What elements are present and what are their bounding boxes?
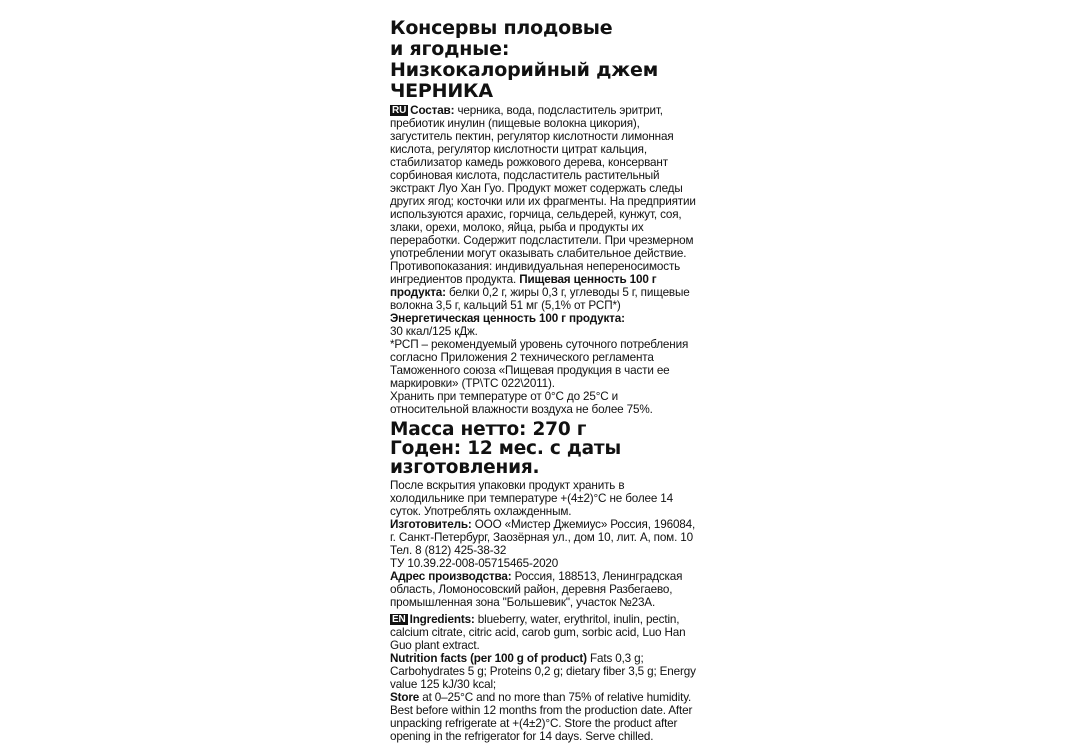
en-nutrition-text: Fats 0,3 g; Carbohydrates 5 g; Proteins 0,2 g; dietary fiber 3,5 g; Energy value 125 kJ/30 kcal; — [390, 652, 696, 691]
title-line: и ягодные: — [390, 38, 510, 60]
en-store-label: Store — [390, 691, 420, 704]
title-line: ЧЕРНИКА — [390, 80, 493, 102]
energy-text: 30 ккал/125 кДж. — [390, 325, 478, 338]
shelf-life: Годен: 12 мес. с даты изготовления. — [390, 438, 621, 478]
en-store-text: at 0–25°С and no more than 75% of relative humidity. Best before within 12 months from the production date. After unpacking refrigerate at +(4±2)°С. Store the product after opening in the refrigerator for 14 days. Serve chilled. — [390, 691, 693, 743]
storage-conditions: Хранить при температуре от 0°С до 25°С и относительной влажности воздуха не более 75%. — [390, 390, 653, 416]
manufacturer-text: ООО «Мистер Джемиус» Россия, 196084, г. Санкт-Петербург, Заозёрная ул., дом 10, лит. А, пом. 10 Тел. 8 (812) 425-38-32 — [390, 518, 696, 557]
production-text: Россия, 188513, Ленинградская область, Ломоносовский район, деревня Разбегаево, промышленная зона "Большевик", участок №23А. — [390, 570, 683, 609]
tu-code: ТУ 10.39.22-008-05715465-2020 — [390, 557, 559, 570]
en-tag: EN — [392, 614, 406, 625]
en-storage — [390, 691, 696, 743]
product-title — [390, 18, 696, 102]
ru-composition — [390, 104, 696, 312]
weight-and-shelf-life — [390, 420, 696, 477]
ingredients-label: Ingredients: — [409, 613, 475, 626]
product-label — [390, 18, 696, 743]
composition-text: черника, вода, подсластитель эритрит, пребиотик инулин (пищевые волокна цикория), загуститель пектин, регулятор кислотности лимонная кислота, регулятор кислотности цитрат кальция, стабилизатор камедь рожкового дерева, консервант сорбиновая кислота, подсластитель растительный экстракт Луо Хан Гуо. Продукт может содержать следы других ягод; косточки или их фрагменты. На предприятии используются арахис, горчица, сельдерей, кунжут, соя, злаки, орехи, молоко, яйца, рыба и продукты их переработки. Содержит подсластители. При чрезмерном употреблении могут оказывать слабительное действие. Противопоказания: индивидуальная непереносимость ингредиентов продукта. — [390, 104, 696, 286]
net-weight: Масса нетто: 270 г — [390, 419, 587, 440]
rsp-footnote: *РСП – рекомендуемый уровень суточного потребления согласно Приложения 2 технического регламента Таможенного союза «Пищевая продукция в части ее маркировки» (ТР\ТС 022\2011). — [390, 338, 689, 390]
manufacturer-label: Изготовитель: — [390, 518, 472, 531]
after-opening-note: После вскрытия упаковки продукт хранить в холодильнике при температуре +(4±2)°С не более 14 суток. Употреблять охлажденным. — [390, 479, 673, 518]
nutrition-label: Пищевая ценность 100 г продукта: — [390, 273, 657, 299]
production-address — [390, 570, 696, 609]
en-nutrition-label: Nutrition facts (per 100 g of product) — [390, 652, 587, 665]
title-line: Консервы плодовые — [390, 17, 613, 39]
en-ingredients — [390, 613, 696, 652]
nutrition-text: белки 0,2 г, жиры 0,3 г, углеводы 5 г, пищевые волокна 3,5 г, кальций 51 мг (5,1% от РСП*) — [390, 286, 690, 312]
en-nutrition — [390, 652, 696, 691]
production-label: Адрес производства: — [390, 570, 512, 583]
ingredients-text: blueberry, water, erythritol, inulin, pectin, calcium citrate, citric acid, carob gum, sorbic acid, Luo Han Guo plant extract. — [390, 613, 686, 652]
manufacturer — [390, 518, 696, 557]
energy-label: Энергетическая ценность 100 г продукта: — [390, 312, 625, 325]
composition-label: Состав: — [410, 104, 455, 117]
title-line: Низкокалорийный джем — [390, 59, 659, 81]
ru-tag: RU — [392, 105, 407, 116]
